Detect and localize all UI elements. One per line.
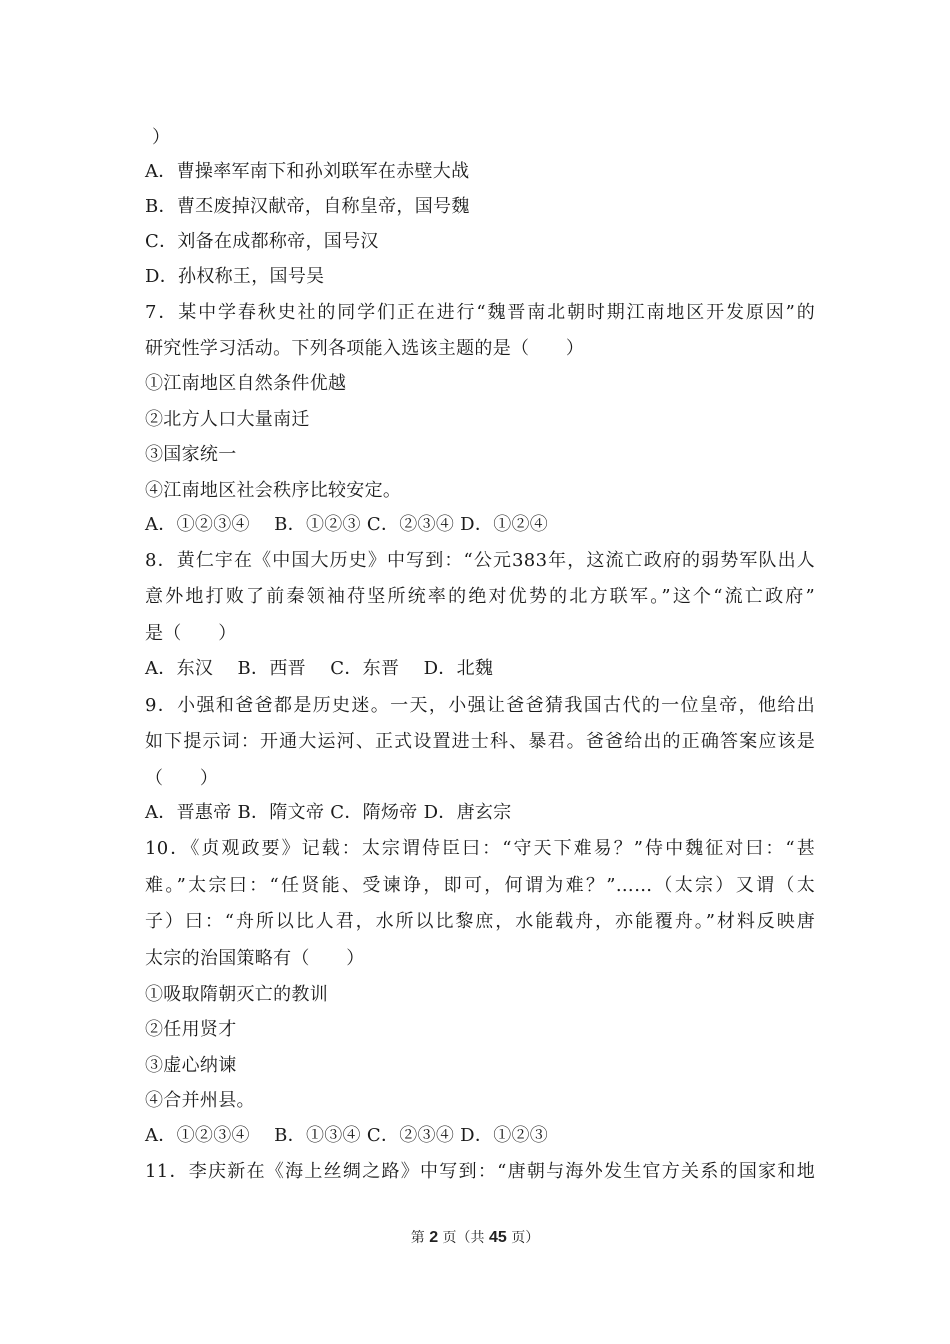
statement-line: ③国家统一 [145, 444, 237, 465]
question-10: 10．《贞观政要》记载：太宗谓侍臣曰：“守天下难易？”侍中魏征对曰：“甚 [145, 838, 815, 859]
option-line: D．孙权称王，国号吴 [145, 266, 325, 287]
footer-mid: 页（共 [442, 1230, 485, 1246]
text-line: 子）曰：“舟所以比人君，水所以比黎庶，水能载舟，亦能覆舟。”材料反映唐 [145, 911, 815, 932]
statement-line: ④江南地区社会秩序比较安定。 [145, 480, 402, 501]
statement-line: ②任用贤才 [145, 1019, 237, 1040]
option-line: A．东汉 B．西晋 C．东晋 D．北魏 [145, 658, 494, 679]
option-line: A．曹操率军南下和孙刘联军在赤壁大战 [145, 161, 470, 182]
option-line: B．曹丕废掉汉献帝，自称皇帝，国号魏 [145, 196, 470, 217]
text-line: ） [152, 127, 171, 148]
option-line: A．晋惠帝 B．隋文帝 C．隋炀帝 D．唐玄宗 [145, 802, 512, 823]
footer-suffix: 页） [511, 1230, 540, 1246]
text-line: 太宗的治国策略有（ ） [145, 948, 365, 969]
question-7: 7．某中学春秋史社的同学们正在进行“魏晋南北朝时期江南地区开发原因”的 [145, 302, 815, 323]
question-8: 8．黄仁宇在《中国大历史》中写到：“公元383年，这流亡政府的弱势军队出人 [145, 550, 815, 571]
statement-line: ④合并州县。 [145, 1090, 255, 1111]
text-line: 是（ ） [145, 623, 237, 644]
statement-line: ③虚心纳谏 [145, 1055, 237, 1076]
option-line: A．①②③④ B．①②③ C．②③④ D．①②④ [145, 514, 549, 535]
statement-line: ①江南地区自然条件优越 [145, 373, 347, 394]
text-line: （ ） [145, 768, 219, 789]
question-9: 9．小强和爸爸都是历史迷。一天，小强让爸爸猜我国古代的一位皇帝，他给出 [145, 695, 815, 716]
footer-prefix: 第 [410, 1230, 425, 1246]
option-line: A．①②③④ B．①③④ C．②③④ D．①②③ [145, 1125, 549, 1146]
text-line: 难。”太宗曰：“任贤能、受谏诤，即可，何谓为难？”……（太宗）又谓（太 [145, 875, 815, 896]
page-number: 2 [429, 1229, 439, 1246]
statement-line: ②北方人口大量南迁 [145, 409, 310, 430]
text-line: 意外地打败了前秦领袖苻坚所统率的绝对优势的北方联军。”这个“流亡政府” [145, 586, 815, 607]
question-11: 11．李庆新在《海上丝绸之路》中写到：“唐朝与海外发生官方关系的国家和地 [145, 1161, 815, 1182]
statement-line: ①吸取隋朝灭亡的教训 [145, 984, 328, 1005]
page-total: 45 [489, 1229, 507, 1246]
text-line: 研究性学习活动。下列各项能入选该主题的是（ ） [145, 338, 585, 359]
page-footer [0, 1228, 950, 1248]
text-line: 如下提示词：开通大运河、正式设置进士科、暴君。爸爸给出的正确答案应该是 [145, 731, 815, 752]
option-line: C．刘备在成都称帝，国号汉 [145, 231, 379, 252]
